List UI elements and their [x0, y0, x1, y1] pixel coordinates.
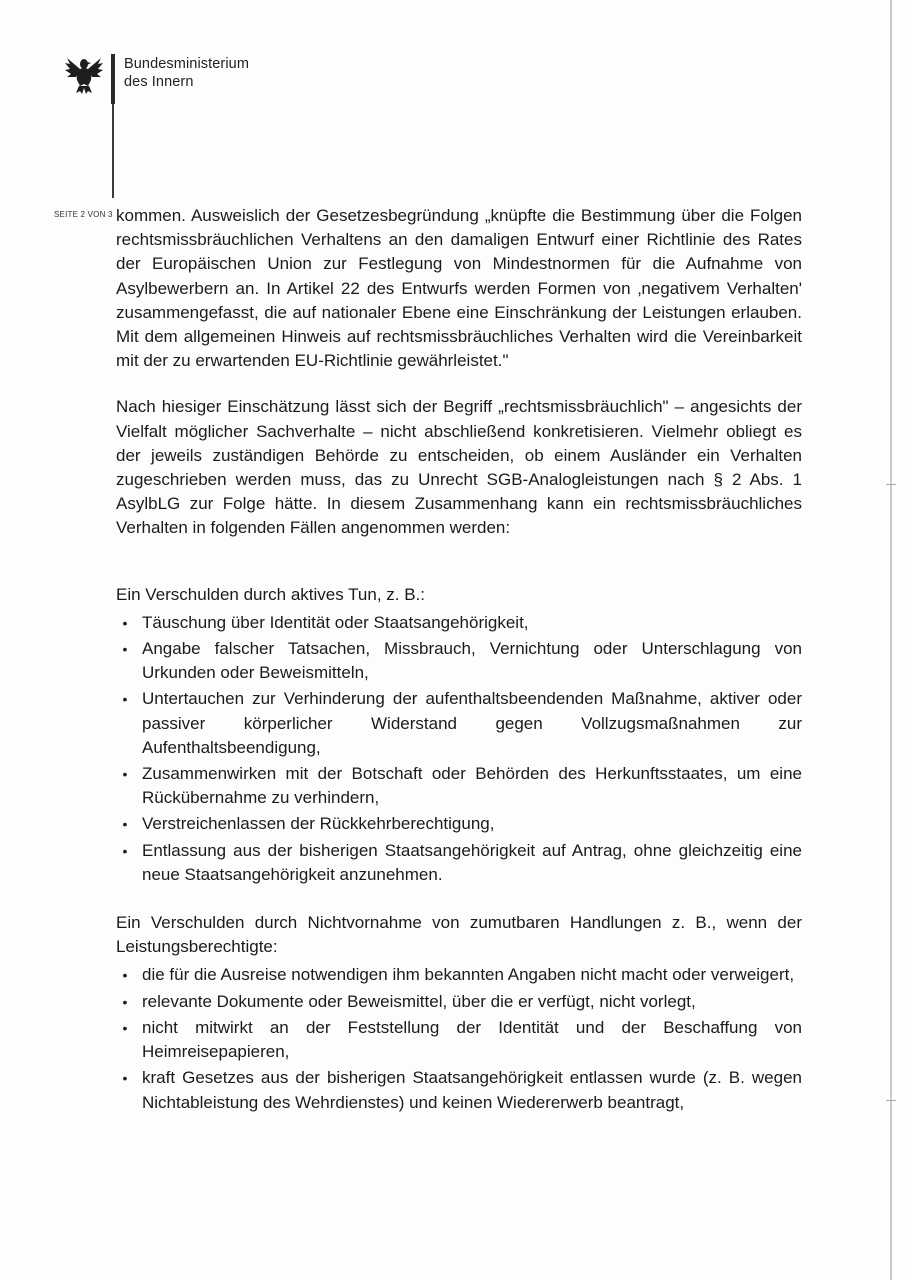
paragraph: Nach hiesiger Einschätzung lässt sich der Begriff „rechtsmissbräuchlich" – angesichts der Vielfalt möglicher Sachverhalte – nicht abschließend konkretisieren. Vielmehr obliegt es der jeweils zuständigen Behörde zu entscheiden, ob einem Ausländer ein Verhalten zugeschrieben werden muss, das zu Unrecht SGB-Analogleistungen nach § 2 Abs. 1 AsylbLG zur Folge hätte. In diesem Zusammenhang kann ein rechtsmissbräuchliches Verhalten in folgenden Fällen angenommen werden:: [116, 397, 802, 538]
list-item: • Verstreichenlassen der Rückkehrberechtigung,: [116, 812, 802, 836]
bullet-icon: •: [122, 691, 128, 708]
bullet-icon: •: [122, 842, 128, 859]
edge-mark: [886, 484, 896, 485]
list-item: • Angabe falscher Tatsachen, Missbrauch, Vernichtung oder Unterschlagung von Urkunden oder Beweismitteln,: [116, 637, 802, 685]
ministry-name: [124, 55, 249, 91]
letter-body: [116, 204, 802, 1117]
bullet-icon: •: [122, 816, 128, 833]
ministry-line-2: des Innern: [124, 74, 194, 90]
bullet-list: [116, 963, 802, 1114]
list-item: • Zusammenwirken mit der Botschaft oder Behörden des Herkunftsstaates, um eine Rückübernahme zu verhindern,: [116, 762, 802, 810]
page-reference: SEITE 2 VON 3: [54, 210, 113, 219]
paragraph: kommen. Ausweislich der Gesetzesbegründung „knüpfte die Bestimmung über die Folgen rechtsmissbräuchlichen Verhaltens an den damaligen Entwurf einer Richtlinie des Rates der Europäischen Union zur Festlegung von Mindestnormen für die Aufnahme von Asylbewerbern an. In Artikel 22 des Entwurfs werden Formen von ‚negativem Verhalten' zusammengefasst, die auf nationaler Ebene eine Einschränkung der Leistungen erlauben. Mit dem allgemeinen Hinweis auf rechtsmissbräuchliches Verhalten wird die Vereinbarkeit mit der zu erwartenden EU-Richtlinie gewährleistet.": [116, 206, 802, 371]
bullet-icon: •: [122, 993, 128, 1010]
list-item: • Entlassung aus der bisherigen Staatsangehörigkeit auf Antrag, ohne gleichzeitig eine neue Staatsangehörigkeit anzunehmen.: [116, 839, 802, 887]
list-item: • Täuschung über Identität oder Staatsangehörigkeit,: [116, 611, 802, 635]
ministry-line-1: Bundesministerium: [124, 56, 249, 72]
edge-mark: [886, 1100, 896, 1101]
bullet-icon: •: [122, 1070, 128, 1087]
list-item: • nicht mitwirkt an der Feststellung der Identität und der Beschaffung von Heimreisepapieren,: [116, 1016, 802, 1064]
bullet-icon: •: [122, 614, 128, 631]
header-rule-accent: [111, 54, 115, 104]
section-lead: Ein Verschulden durch Nichtvornahme von zumutbaren Handlungen z. B., wenn der Leistungsberechtigte:: [116, 913, 802, 957]
list-item: • Untertauchen zur Verhinderung der aufenthaltsbeendenden Maßnahme, aktiver oder passiver körperlicher Widerstand gegen Vollzugsmaßnahmen zur Aufenthaltsbeendigung,: [116, 687, 802, 760]
list-item: • relevante Dokumente oder Beweismittel, über die er verfügt, nicht vorlegt,: [116, 990, 802, 1014]
bullet-icon: •: [122, 1019, 128, 1036]
list-item: • die für die Ausreise notwendigen ihm bekannten Angaben nicht macht oder verweigert,: [116, 963, 802, 987]
list-item: • kraft Gesetzes aus der bisherigen Staatsangehörigkeit entlassen wurde (z. B. wegen Nichtableistung des Wehrdienstes) und keinen Wiedererwerb beantragt,: [116, 1066, 802, 1114]
bullet-icon: •: [122, 766, 128, 783]
bullet-icon: •: [122, 641, 128, 658]
federal-eagle-icon: [64, 50, 104, 94]
bullet-icon: •: [122, 967, 128, 984]
section-lead: Ein Verschulden durch aktives Tun, z. B.:: [116, 584, 425, 604]
page-edge: [890, 0, 892, 1280]
bullet-list: [116, 611, 802, 887]
